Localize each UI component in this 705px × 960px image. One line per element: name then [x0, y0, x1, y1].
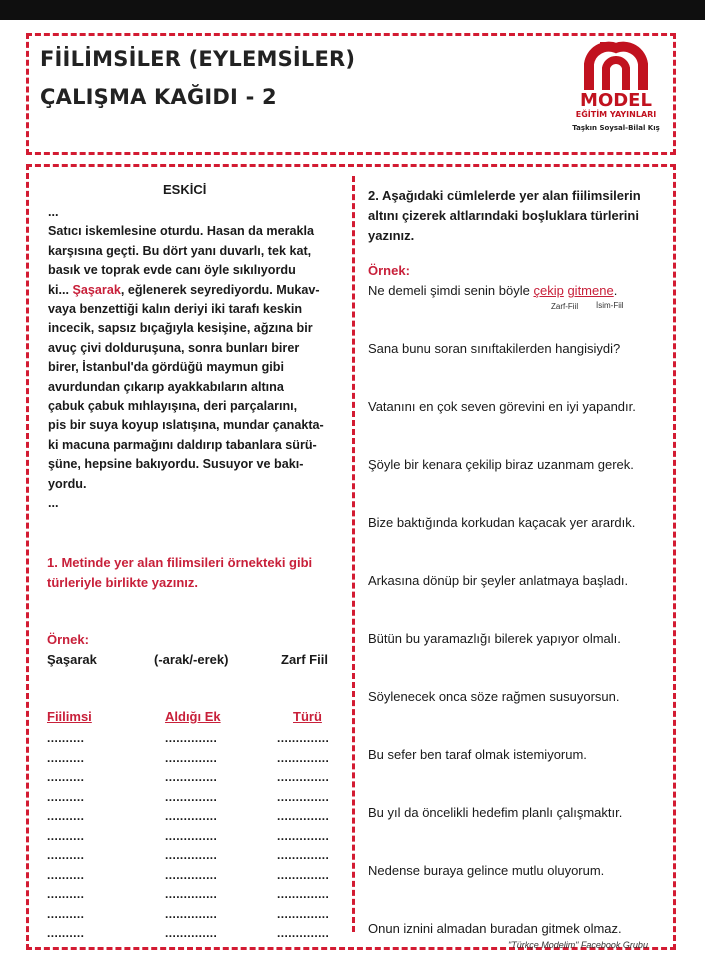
- column-header-ek: Aldığı Ek: [165, 709, 221, 724]
- answer-blank[interactable]: ..........: [47, 867, 85, 882]
- question1-example-label: Örnek:: [47, 632, 89, 647]
- top-black-bar: [0, 0, 705, 20]
- logo-authors: Taşkın Soysal-Bilal Kış: [572, 124, 660, 132]
- answer-blank[interactable]: ..............: [277, 731, 330, 745]
- answer-blank[interactable]: ..............: [165, 809, 218, 823]
- question2-sentence: Bütün bu yaramazlığı bilerek yapıyor olmalı.: [368, 631, 621, 646]
- answer-blank[interactable]: ..........: [47, 731, 85, 745]
- logo-name: MODEL: [580, 90, 652, 111]
- page-title-line1: FİİLİMSİLER (EYLEMSİLER): [40, 47, 356, 71]
- answer-blank[interactable]: ..............: [165, 750, 218, 765]
- question2-sentence: Bu sefer ben taraf olmak istemiyorum.: [368, 747, 587, 762]
- answer-blank[interactable]: ..............: [165, 867, 218, 882]
- question2-line2: altını çizerek altlarındaki boşluklara türlerini: [368, 208, 639, 223]
- question2-sentence: Bu yıl da öncelikli hedefim planlı çalışmaktır.: [368, 805, 623, 820]
- logo-subtitle: EĞİTİM YAYINLARI: [575, 110, 657, 119]
- answer-blank[interactable]: ..............: [277, 809, 330, 823]
- example-prefix: Ne demeli şimdi senin böyle: [368, 283, 534, 298]
- story-line-rest: , eğlenerek seyrediyordu. Mukav-: [120, 282, 320, 297]
- answer-blank[interactable]: ..........: [47, 770, 85, 784]
- answer-blank[interactable]: ..............: [165, 906, 218, 921]
- answer-blank[interactable]: ..........: [47, 828, 85, 843]
- story-line-prefix: ki...: [48, 282, 73, 297]
- story-line: ki macuna parmağını daldırıp tabanlara sürü-: [48, 437, 317, 452]
- tag-zarf-fiil: Zarf-Fiil: [551, 302, 579, 311]
- story-line-highlight: [48, 281, 343, 300]
- answer-blank[interactable]: ..............: [165, 828, 218, 843]
- answer-blank[interactable]: ..........: [47, 750, 85, 765]
- page-title-line2: ÇALIŞMA KAĞIDI - 2: [40, 85, 277, 109]
- answer-blank[interactable]: ..............: [165, 789, 218, 804]
- answer-blank[interactable]: ..........: [47, 887, 85, 901]
- answer-blank[interactable]: ..........: [47, 789, 85, 804]
- column-header-turu: Türü: [293, 709, 322, 724]
- example-word-cekip: çekip: [533, 283, 564, 298]
- question2-sentence: Şöyle bir kenara çekilip biraz uzanmam gerek.: [368, 457, 634, 472]
- story-line: vaya benzettiği kalın deriyi iki tarafı keskin: [48, 302, 303, 317]
- answer-blank[interactable]: ..............: [165, 770, 218, 784]
- story-line: pis bir suya koyup ıslatışına, mundar çanakta-: [48, 418, 324, 433]
- answer-blank[interactable]: ..............: [165, 848, 218, 862]
- question2-sentence: Vatanını en çok seven görevini en iyi yapandır.: [368, 399, 636, 414]
- question2-sentence: Sana bunu soran sınıftakilerden hangisiydi?: [368, 341, 621, 356]
- publisher-logo: [560, 38, 672, 153]
- story-line: yordu.: [48, 476, 87, 491]
- example-type: Zarf Fiil: [281, 652, 328, 667]
- example-word: Şaşarak: [47, 652, 97, 667]
- story-line: ...: [48, 205, 59, 219]
- story-line: şüne, hepsine bakıyordu. Susuyor ve bakı-: [48, 457, 304, 472]
- footer-credit: "Türkçe Modelim" Facebook Grubu: [508, 940, 648, 950]
- question2-sentence: Arkasına dönüp bir şeyler anlatmaya başladı.: [368, 573, 629, 588]
- answer-blank[interactable]: ..............: [277, 906, 330, 921]
- story-line: Satıcı iskemlesine oturdu. Hasan da merakla: [48, 224, 314, 239]
- story-line: karşısına geçti. Bu dört yanı duvarlı, tek kat,: [48, 243, 312, 258]
- question2-example-label: Örnek:: [368, 263, 410, 278]
- example-word-gitmene: gitmene: [567, 283, 614, 298]
- column-header-fiilimsi: Fiilimsi: [47, 709, 92, 724]
- story-line: basık ve toprak evde canı öyle sıkılıyordu: [48, 263, 296, 278]
- question1-line1: 1. Metinde yer alan filimsileri örnekteki gibi: [47, 555, 313, 570]
- question1-text: [47, 553, 312, 593]
- story-line: birer, İstanbul'da gördüğü maymun gibi: [48, 360, 284, 375]
- example-suffix: (-arak/-erek): [154, 652, 229, 667]
- question1-line2: türleriyle birlikte yazınız.: [47, 575, 198, 590]
- question2-sentence: Söylenecek onca söze rağmen susuyorsun.: [368, 689, 620, 704]
- story-title: ESKİCİ: [163, 182, 207, 197]
- column-divider: [352, 176, 355, 932]
- question2-sentence: Onun iznini almadan buradan gitmek olmaz.: [368, 921, 622, 936]
- answer-blank[interactable]: ..........: [47, 906, 85, 921]
- story-line: avuç çivi dolduruşuna, sonra bunları birer: [48, 340, 300, 355]
- story-line: avurdundan çıkarıp ayakkabıların altına: [48, 379, 284, 394]
- question2-line1: 2. Aşağıdaki cümlelerde yer alan fiilimsilerin: [368, 188, 641, 203]
- answer-blank[interactable]: ..............: [277, 926, 330, 940]
- question2-sentence: Nedense buraya gelince mutlu oluyorum.: [368, 863, 605, 878]
- answer-blank[interactable]: ..............: [277, 848, 330, 862]
- answer-blank[interactable]: ..............: [277, 770, 330, 784]
- answer-blank[interactable]: ..........: [47, 926, 85, 940]
- example-period: .: [613, 283, 618, 298]
- answer-blank[interactable]: ..............: [277, 828, 330, 843]
- model-m-logo-icon: [579, 38, 653, 94]
- answer-blank[interactable]: ..............: [165, 887, 218, 901]
- answer-blank[interactable]: ..........: [47, 848, 85, 862]
- answer-blank[interactable]: ..............: [277, 789, 330, 804]
- highlighted-word: Şaşarak: [72, 282, 121, 297]
- story-line: çabuk çabuk mıhlayışına, deri parçalarını,: [48, 399, 298, 414]
- story-line: incecik, sapsız bıçağıyla kesişine, ağzına bir: [48, 321, 313, 336]
- story-text: [48, 203, 343, 514]
- answer-blank[interactable]: ..........: [47, 809, 85, 823]
- answer-blank[interactable]: ..............: [277, 887, 330, 901]
- question2-sentence: Bize baktığında korkudan kaçacak yer arardık.: [368, 515, 636, 530]
- answer-blank[interactable]: ..............: [165, 731, 218, 745]
- question2-example-sentence: [368, 283, 617, 298]
- answer-blank[interactable]: ..............: [277, 867, 330, 882]
- question2-line3: yazınız.: [368, 228, 415, 243]
- tag-isim-fiil: İsim-Fiil: [596, 301, 624, 310]
- answer-blank[interactable]: ..............: [277, 750, 330, 765]
- story-line: ...: [48, 496, 59, 511]
- answer-blank[interactable]: ..............: [165, 926, 218, 940]
- question2-text: [368, 186, 641, 246]
